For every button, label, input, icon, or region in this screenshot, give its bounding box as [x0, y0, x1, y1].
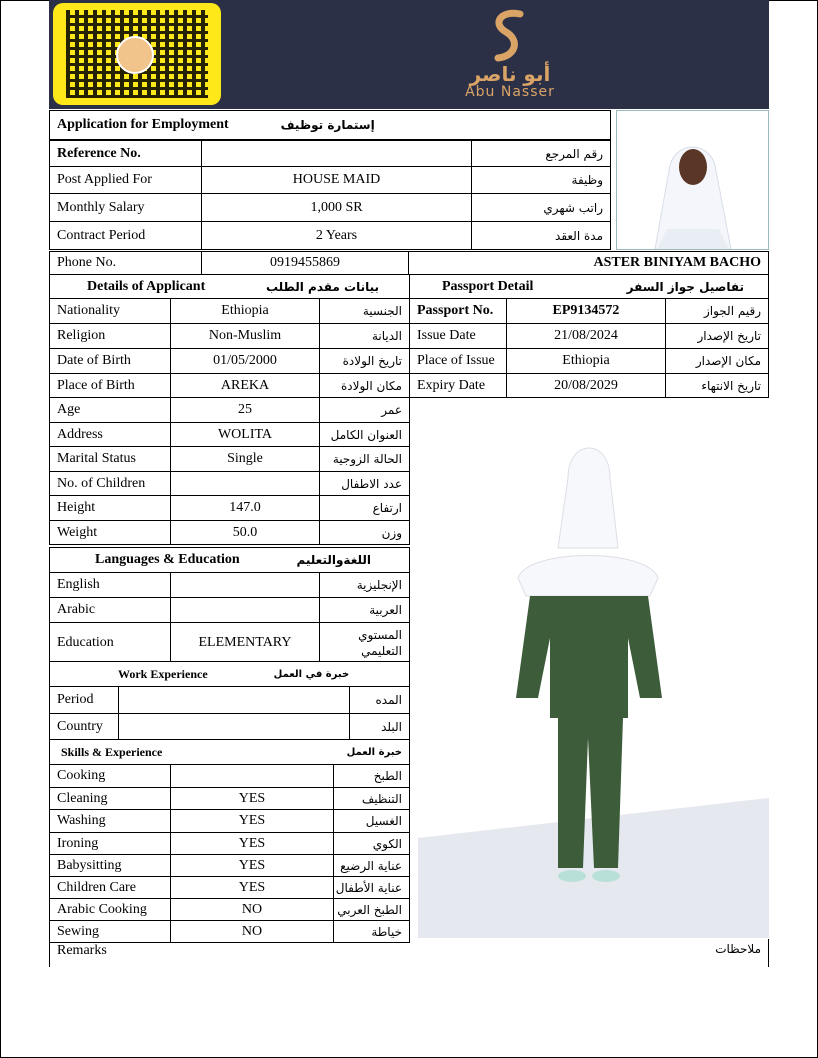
passport-expiry-date-label: Expiry Date	[409, 373, 507, 398]
work-heading	[49, 661, 410, 687]
languages-heading	[49, 547, 410, 573]
skill-cleaning-label: Cleaning	[49, 787, 171, 810]
applicant-no-of-children-label-ar: عدد الاطفال	[319, 471, 410, 496]
skill-children-care-label-ar: عناية الأطفال	[333, 876, 410, 899]
applicant-height-label-ar: ارتفاع	[319, 495, 410, 521]
applicant-age-value: 25	[170, 397, 320, 423]
passport-issue-date-label-ar: تاريخ الإصدار	[665, 323, 769, 349]
skill-ironing-label: Ironing	[49, 832, 171, 855]
skill-cooking-label: Cooking	[49, 764, 171, 788]
applicant-address-label-ar: العنوان الكامل	[319, 422, 410, 447]
title-arabic: إستمارة توظيف	[280, 118, 375, 132]
skill-cleaning-value: YES	[170, 787, 334, 810]
skill-washing-value: YES	[170, 809, 334, 833]
work-country-value	[118, 713, 350, 741]
language-english-label: English	[49, 572, 171, 598]
languages-heading-ar: اللغةوالتعليم	[296, 553, 371, 567]
work-period-label: Period	[49, 686, 119, 714]
skill-washing-label-ar: الغسيل	[333, 809, 410, 833]
logo-icon	[480, 6, 540, 66]
skills-heading-ar: خبرة العمل	[346, 746, 402, 758]
skill-arabic-cooking-label-ar: الطبخ العربي	[333, 898, 410, 921]
applicant-name: ASTER BINIYAM BACHO	[408, 251, 769, 275]
work-heading-ar: خبرة في العمل	[273, 668, 350, 680]
applicant-weight-label-ar: وزن	[319, 520, 410, 545]
skill-ironing-value: YES	[170, 832, 334, 855]
language-arabic-label-ar: العربية	[319, 597, 410, 623]
language-arabic-label: Arabic	[49, 597, 171, 623]
remarks-label-ar: ملاحظات	[715, 942, 761, 956]
applicant-nationality-value: Ethiopia	[170, 298, 320, 324]
applicant-nationality-label: Nationality	[49, 298, 171, 324]
salary-label: Monthly Salary	[49, 193, 202, 222]
skill-arabic-cooking-value: NO	[170, 898, 334, 921]
skill-babysitting-label-ar: عناية الرضيع	[333, 854, 410, 877]
skill-cooking-label-ar: الطبخ	[333, 764, 410, 788]
passport-passport-no-label: Passport No.	[409, 298, 507, 324]
full-body-photo	[418, 398, 769, 938]
portrait-photo	[616, 110, 769, 250]
applicant-weight-value: 50.0	[170, 520, 320, 545]
applicant-no-of-children-label: No. of Children	[49, 471, 171, 496]
applicant-nationality-label-ar: الجنسية	[319, 298, 410, 324]
qr-avatar-icon	[116, 36, 154, 74]
passport-issue-date-value: 21/08/2024	[506, 323, 666, 349]
skill-babysitting-value: YES	[170, 854, 334, 877]
contract-value: 2 Years	[201, 221, 472, 250]
skill-arabic-cooking-label: Arabic Cooking	[49, 898, 171, 921]
passport-issue-date-label: Issue Date	[409, 323, 507, 349]
applicant-heading	[49, 274, 410, 299]
work-period-value	[118, 686, 350, 714]
applicant-religion-value: Non-Muslim	[170, 323, 320, 349]
passport-heading	[409, 274, 769, 299]
remarks-row	[49, 939, 769, 967]
applicant-no-of-children-value	[170, 471, 320, 496]
language-english-value	[170, 572, 320, 598]
skills-heading	[49, 739, 410, 765]
reference-label: Reference No.	[49, 140, 202, 167]
applicant-religion-label: Religion	[49, 323, 171, 349]
languages-heading-en: Languages & Education	[95, 552, 240, 567]
language-education-value: ELEMENTARY	[170, 622, 320, 663]
skill-washing-label: Washing	[49, 809, 171, 833]
skill-children-care-value: YES	[170, 876, 334, 899]
language-arabic-value	[170, 597, 320, 623]
language-english-label-ar: الإنجليزية	[319, 572, 410, 598]
post-value: HOUSE MAID	[201, 166, 472, 194]
applicant-height-value: 147.0	[170, 495, 320, 521]
skill-sewing-label: Sewing	[49, 920, 171, 943]
skill-sewing-label-ar: خياطة	[333, 920, 410, 943]
skill-children-care-label: Children Care	[49, 876, 171, 899]
applicant-age-label-ar: عمر	[319, 397, 410, 423]
reference-label-ar: رقم المرجع	[471, 140, 611, 167]
applicant-place-of-birth-value: AREKA	[170, 373, 320, 398]
language-education-label-ar: المستوي التعليمي	[319, 622, 410, 663]
applicant-date-of-birth-label-ar: تاريخ الولادة	[319, 348, 410, 374]
work-country-label-ar: البلد	[349, 713, 410, 741]
applicant-place-of-birth-label-ar: مكان الولادة	[319, 373, 410, 398]
skill-cooking-value	[170, 764, 334, 788]
salary-value: 1,000 SR	[201, 193, 472, 222]
passport-heading-en: Passport Detail	[442, 278, 534, 294]
passport-passport-no-value: EP9134572	[506, 298, 666, 324]
work-period-label-ar: المده	[349, 686, 410, 714]
applicant-age-label: Age	[49, 397, 171, 423]
applicant-date-of-birth-label: Date of Birth	[49, 348, 171, 374]
applicant-height-label: Height	[49, 495, 171, 521]
logo-english: Abu Nasser	[465, 84, 555, 100]
applicant-date-of-birth-value: 01/05/2000	[170, 348, 320, 374]
contract-label-ar: مدة العقد	[471, 221, 611, 250]
passport-place-of-issue-label: Place of Issue	[409, 348, 507, 374]
reference-value	[201, 140, 472, 167]
passport-heading-ar: تفاصيل جواز السفر	[626, 279, 744, 294]
skill-sewing-value: NO	[170, 920, 334, 943]
applicant-address-value: WOLITA	[170, 422, 320, 447]
phone-label: Phone No.	[49, 251, 202, 275]
work-heading-en: Work Experience	[118, 666, 208, 681]
skill-ironing-label-ar: الكوي	[333, 832, 410, 855]
work-country-label: Country	[49, 713, 119, 741]
post-label-ar: وظيفة	[471, 166, 611, 194]
skill-cleaning-label-ar: التنظيف	[333, 787, 410, 810]
applicant-marital-status-label: Marital Status	[49, 446, 171, 472]
passport-expiry-date-label-ar: تاريخ الانتهاء	[665, 373, 769, 398]
skill-babysitting-label: Babysitting	[49, 854, 171, 877]
applicant-religion-label-ar: الديانة	[319, 323, 410, 349]
title-row	[49, 110, 611, 140]
skills-heading-en: Skills & Experience	[61, 744, 163, 759]
language-education-label: Education	[49, 622, 171, 663]
remarks-label: Remarks	[57, 943, 107, 958]
passport-expiry-date-value: 20/08/2029	[506, 373, 666, 398]
phone-value: 0919455869	[201, 251, 409, 275]
passport-place-of-issue-label-ar: مكان الإصدار	[665, 348, 769, 374]
passport-place-of-issue-value: Ethiopia	[506, 348, 666, 374]
applicant-marital-status-value: Single	[170, 446, 320, 472]
applicant-address-label: Address	[49, 422, 171, 447]
applicant-weight-label: Weight	[49, 520, 171, 545]
applicant-heading-en: Details of Applicant	[87, 278, 206, 294]
post-label: Post Applied For	[49, 166, 202, 194]
applicant-marital-status-label-ar: الحالة الزوجية	[319, 446, 410, 472]
salary-label-ar: راتب شهري	[471, 193, 611, 222]
applicant-place-of-birth-label: Place of Birth	[49, 373, 171, 398]
logo-arabic: أبو ناصر	[469, 62, 551, 86]
applicant-heading-ar: بيانات مقدم الطلب	[265, 279, 379, 294]
passport-passport-no-label-ar: رقيم الجواز	[665, 298, 769, 324]
contract-label: Contract Period	[49, 221, 202, 250]
title-english: Application for Employment	[57, 117, 229, 132]
